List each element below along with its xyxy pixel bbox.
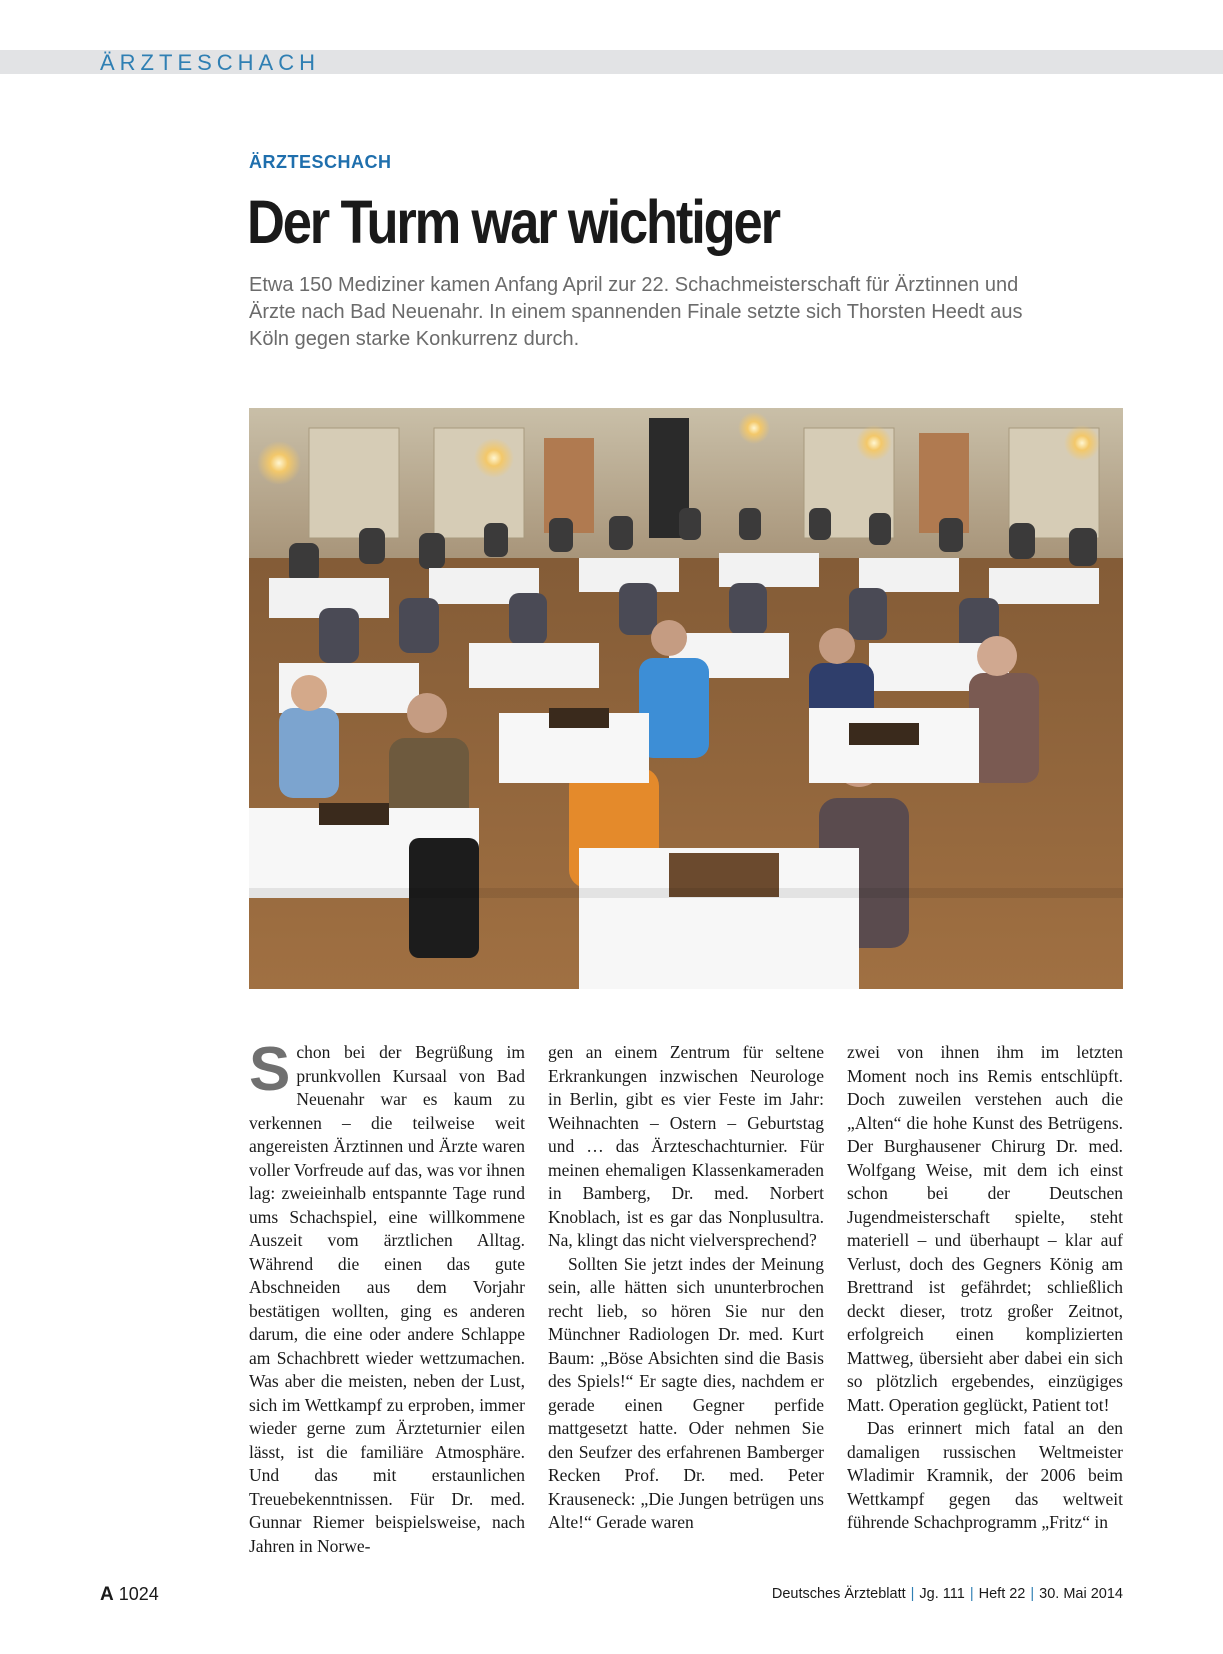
article-lead: Etwa 150 Mediziner kamen Anfang April zur 22. Schachmeisterschaft für Ärztinnen und Ärzte nach Bad Neuenahr. In einem spannenden Finale setzte sich Thorsten Heedt aus Köln gegen starke Konkurrenz durch.	[249, 274, 1023, 350]
article-paragraph: zwei von ihnen ihm im letzten Moment noch ins Remis entschlüpft. Doch zuweilen verstehen auch die „Alten“ die hohe Kunst des Betrügens. Der Burghausener Chirurg Dr. med. Wolfgang Weise, mit dem ich einst schon bei der Deutschen Jugendmeisterschaft spielte, steht materiell – und überhaupt – klar auf Verlust, doch des Gegners König am Brettrand ist gefährdet; schließlich deckt dieser, trotz großer Zeitnot, erfolgreich einen komplizierten Mattweg, übersieht aber dabei ein sich so plötzlich ergebendes, einzügiges Matt. Operation geglückt, Patient tot!	[847, 1042, 1123, 1415]
journal-name: Deutsches Ärzteblatt	[771, 1586, 906, 1602]
publication-date: 30. Mai 2014	[1039, 1586, 1123, 1602]
page-number	[100, 1584, 159, 1606]
article-column-1	[249, 1035, 525, 1558]
article-paragraph	[249, 1035, 525, 1558]
separator: |	[910, 1586, 915, 1602]
page-prefix: A	[100, 1584, 114, 1605]
article-paragraph: gen an einem Zentrum für seltene Erkrankungen inzwischen Neurologe in Berlin, gibt es vier Feste im Jahr: Weihnachten – Ostern – Geburtstag und … das Ärzteschachturnier. Für meinen ehemaligen Klassenkameraden in Bamberg, Dr. med. Norbert Knoblach, ist es gar das Nonplusultra. Na, klingt das nicht vielversprechend?	[548, 1042, 824, 1250]
article-column-3	[847, 1041, 1123, 1535]
chess-tournament-photo	[249, 408, 1123, 989]
page-number-value: 1024	[118, 1584, 159, 1604]
photo-illustration	[249, 408, 1123, 989]
footer-citation	[772, 1586, 1123, 1602]
drop-cap: S	[249, 1035, 291, 1104]
section-header-bar	[0, 50, 1223, 74]
article-headline: Der Turm war wichtiger	[247, 188, 779, 256]
paragraph-text: chon bei der Begrüßung im prunkvollen Kursaal von Bad Neuenahr war es kaum zu verkennen – die teilweise weit angereisten Ärztinnen und Ärzte waren voller Vorfreude auf das, was vor ihnen lag: zweieinhalb entspannte Tage rund ums Schachspiel, eine willkommene Auszeit vom ärztlichen Alltag. Während die einen das gute Abschneiden aus dem Vorjahr bestätigen wollten, ging es anderen darum, die eine oder andere Schlappe am Schachbrett wieder wettzumachen. Was aber die meisten, neben der Lust, sich im Wettkampf zu erproben, immer wieder gerne zum Ärzteturnier eilen lässt, ist die familiäre Atmosphäre. Und das mit erstaunlichen Treuebekenntnissen. Für Dr. med. Gunnar Riemer beispielsweise, nach Jahren in Norwe-	[249, 1042, 525, 1556]
section-label: ÄRZTESCHACH	[100, 50, 321, 75]
journal-issue: Heft 22	[978, 1586, 1026, 1602]
article-paragraph: Sollten Sie jetzt indes der Meinung sein, alle hätten sich ununterbrochen recht lieb, so hören Sie nur den Münchner Radiologen Dr. med. Kurt Baum: „Böse Absichten sind die Basis des Spiels!“ Er sagte dies, nachdem er gerade einen Gegner perfide mattgesetzt hatte. Oder nehmen Sie den Seufzer des erfahrenen Bamberger Recken Prof. Dr. med. Peter Krauseneck: „Die Jungen betrügen uns Alte!“ Gerade waren	[548, 1253, 824, 1532]
article-kicker: ÄRZTESCHACH	[249, 152, 392, 172]
journal-volume: Jg. 111	[919, 1586, 965, 1602]
separator: |	[969, 1586, 974, 1602]
article-column-2	[548, 1041, 824, 1535]
separator: |	[1030, 1586, 1035, 1602]
article-paragraph: Das erinnert mich fatal an den damaligen russischen Weltmeister Wladimir Kramnik, der 2006 beim Wettkampf gegen das weltweit führende Schachprogramm „Fritz“ in	[847, 1418, 1123, 1532]
